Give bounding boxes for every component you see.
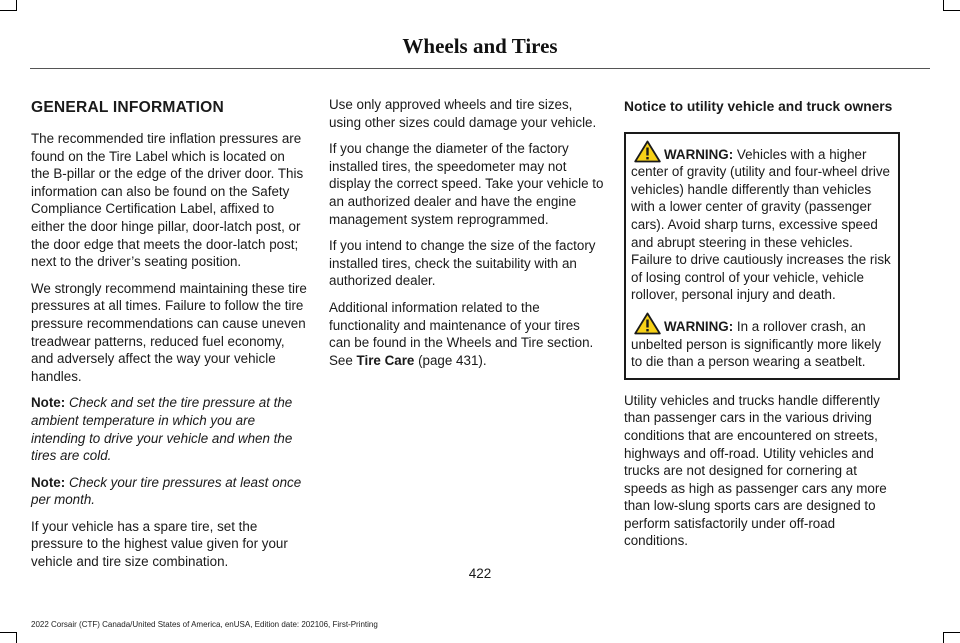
paragraph: Utility vehicles and trucks handle differently than passenger cars in the various driving conditions that are encountered on streets, highways and off-road. Utility vehicles and trucks are not designed for cornering at speeds as high as passenger cars any more than low-slung sports cars are designed to perform satisfactorily under off-road conditions. <box>624 392 887 549</box>
warning-box <box>624 132 900 380</box>
paragraph: Use only approved wheels and tire sizes, using other sizes could damage your vehicle. <box>329 97 597 130</box>
crop-mark-top-left-h <box>0 10 17 11</box>
crop-mark-top-right-v <box>943 0 944 11</box>
crop-mark-bottom-left-v <box>16 632 17 643</box>
note <box>31 474 307 509</box>
crop-mark-bottom-right-h <box>943 632 960 633</box>
paragraph: If your vehicle has a spare tire, set the pressure to the highest value given for your vehicle and tire size combination. <box>31 518 288 570</box>
note-text: Check your tire pressures at least once per month. <box>31 474 302 508</box>
warning-triangle-icon <box>634 312 661 335</box>
subsection-heading: Notice to utility vehicle and truck owners <box>624 99 893 114</box>
warning-item <box>631 140 893 304</box>
column-3 <box>624 96 900 559</box>
paragraph-text: Additional information related to the functionality and maintenance of your tires can be found in the Wheels and Tire section. See <box>329 299 594 368</box>
paragraph: The recommended tire inflation pressures are found on the Tire Label which is located on the B-pillar or the edge of the driver door. This information can also be found on the Safety Compliance Certification Label, affixed to either the door hinge pillar, door-latch post, or the door edge that meets the door-latch post; next to the driver’s seating position. <box>31 131 304 270</box>
paragraph: If you intend to change the size of the factory installed tires, check the suitability with an authorized dealer. <box>329 238 596 289</box>
note <box>31 394 307 464</box>
warning-text: Vehicles with a higher center of gravity (utility and four-wheel drive vehicles) handle differently than vehicles with a lower center of gravity (passenger cars). Avoid sharp turns, excessive speed and abrupt steering in these vehicles. Failure to drive cautiously increases the risk of losing control of your vehicle, vehicle rollover, personal injury and death. <box>631 146 891 303</box>
paragraph <box>329 299 605 369</box>
note-text: Check and set the tire pressure at the ambient temperature in which you are intending to drive your vehicle and when the tires are cold. <box>31 395 293 464</box>
warning-triangle-icon <box>634 140 661 163</box>
page-header-title: Wheels and Tires <box>402 34 558 58</box>
crop-mark-bottom-left-h <box>0 632 17 633</box>
column-1 <box>31 96 307 580</box>
page-number: 422 <box>468 566 492 581</box>
note-label: Note: <box>31 395 66 411</box>
warning-text: In a rollover crash, an unbelted person is significantly more likely to die than a person wearing a seatbelt. <box>631 318 882 370</box>
column-2 <box>329 96 605 378</box>
tire-care-link[interactable]: Tire Care <box>356 352 415 368</box>
header-divider <box>30 68 930 69</box>
crop-mark-top-left-v <box>16 0 17 11</box>
warning-label: WARNING: <box>664 318 734 334</box>
crop-mark-top-right-h <box>943 10 960 11</box>
crop-mark-bottom-right-v <box>943 632 944 643</box>
section-heading: GENERAL INFORMATION <box>31 99 224 116</box>
footer-edition-info: 2022 Corsair (CTF) Canada/United States of America, enUSA, Edition date: 202106, First-Printing <box>31 620 378 629</box>
warning-item <box>631 312 893 371</box>
note-label: Note: <box>31 474 66 490</box>
page-reference: (page 431). <box>414 352 487 368</box>
paragraph: We strongly recommend maintaining these tire pressures at all times. Failure to follow the tire pressure recommendations can cause uneven treadwear patterns, reduced fuel economy, and adversely affect the way your vehicle handles. <box>31 280 307 384</box>
paragraph: If you change the diameter of the factory installed tires, the speedometer may not display the correct speed. Take your vehicle to an authorized dealer and have the engine management system reprogrammed. <box>329 141 604 227</box>
warning-label: WARNING: <box>664 146 734 162</box>
